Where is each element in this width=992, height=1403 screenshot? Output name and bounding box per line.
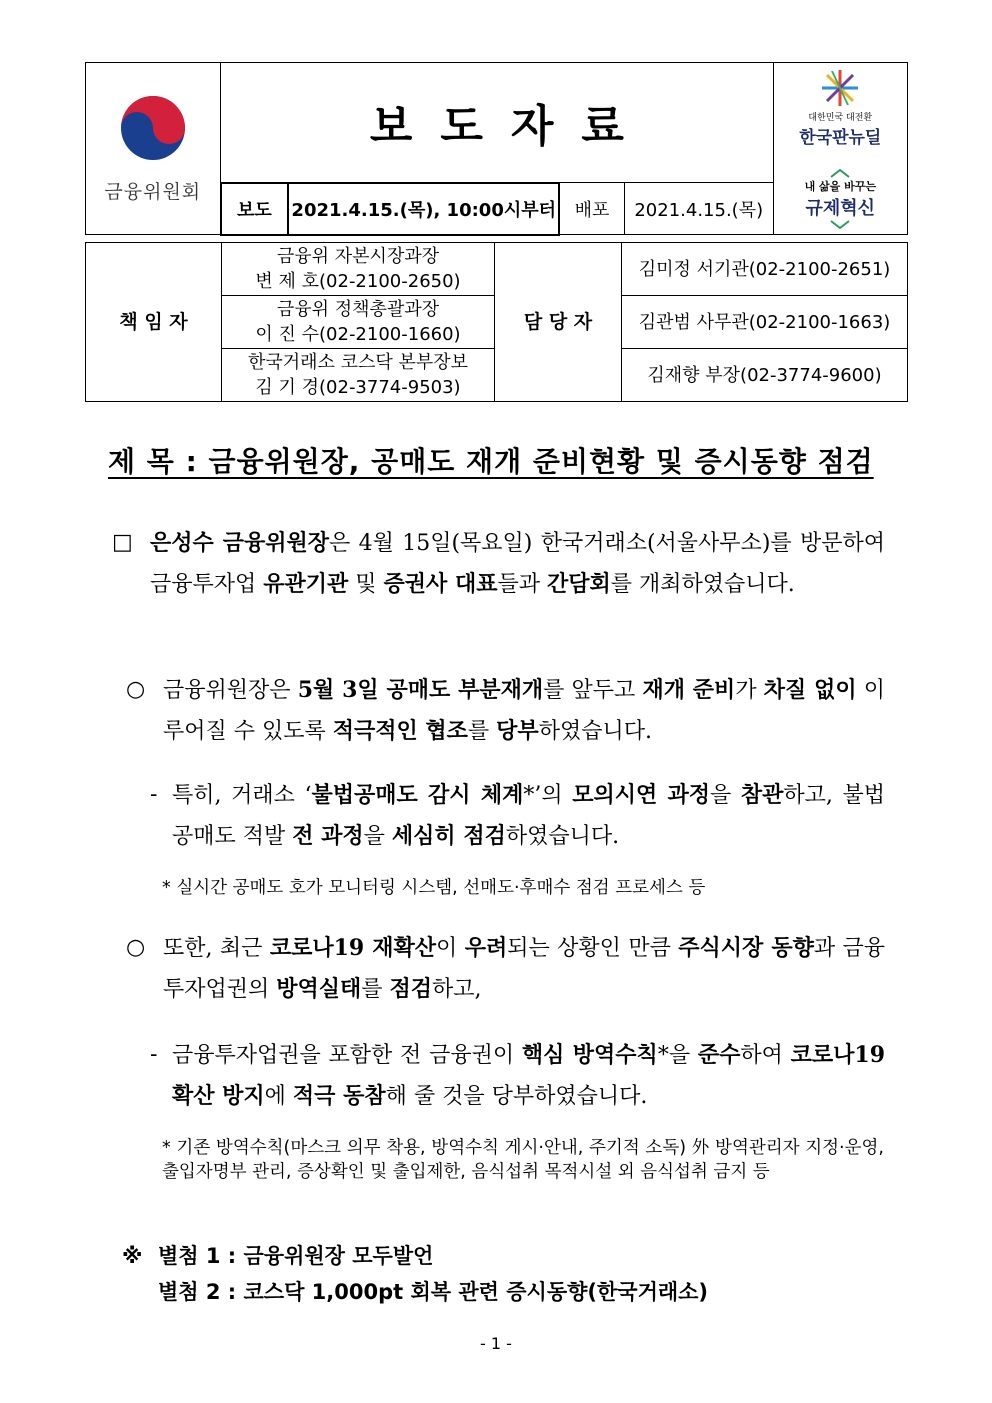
contact-table: [85, 242, 908, 402]
release-value: 2021.4.15.(목), 10:00시부터: [288, 183, 559, 235]
fsc-logo-cell: [86, 63, 221, 235]
attachment-mark: ※: [122, 1244, 143, 1268]
staff-3: 김재향 부장(02-3774-9600): [622, 349, 908, 402]
circle-bullet: ○: [126, 935, 146, 960]
release-label: 보도: [221, 183, 289, 235]
footnote-2: * 기존 방역수칙(마스크 의무 착용, 방역수칙 게시·안내, 주기적 소독) 外 방역관리자 지정·운영, 출입자명부 관리, 증상확인 및 출입제한, 음식섭취 목적시설 외 음식섭취 금지 등: [162, 1138, 884, 1182]
paragraph-3: 특히, 거래소 ‘불법공매도 감시 체계*’의 모의시연 과정을 참관하고, 불법공매도 적발 전 과정을 세심히 점검하였습니다.: [172, 782, 886, 849]
staff-label: 담 당 자: [495, 243, 622, 402]
footnote-1: * 실시간 공매도 호가 모니터링 시스템, 선매도·후매수 점검 프로세스 등: [162, 878, 706, 898]
distribution-value: 2021.4.15.(목): [624, 183, 773, 235]
responsible-2-person: 이 진 수(02-2100-1660): [255, 324, 461, 345]
responsible-3-dept: 한국거래소 코스닥 본부장보: [247, 352, 469, 373]
page-title: 보도자료: [221, 63, 773, 183]
paragraph-2: 금융위원장은 5월 3일 공매도 부분재개를 앞두고 재개 준비가 차질 없이 이루어질 수 있도록 적극적인 협조를 당부하였습니다.: [163, 677, 886, 744]
responsible-3: [222, 349, 495, 402]
subject-title: 제 목 : 금융위원장, 공매도 재개 준비현황 및 증시동향 점검: [108, 445, 874, 478]
distribution-label: 배포: [559, 183, 624, 235]
org-name: 금융위원회: [104, 181, 202, 203]
dash-bullet: -: [150, 782, 158, 807]
square-bullet: □: [112, 530, 133, 555]
paragraph-5: 금융투자업권을 포함한 전 금융권이 핵심 방역수칙*을 준수하여 코로나19 확산 방지에 적극 동참해 줄 것을 당부하였습니다.: [172, 1042, 886, 1109]
responsible-1-dept: 금융위 자본시장과장: [276, 246, 440, 267]
responsible-2: [222, 296, 495, 349]
page-number: - 1 -: [480, 1334, 512, 1353]
responsible-3-person: 김 기 경(02-3774-9503): [255, 377, 461, 398]
newdeal-tagline: 대한민국 대전환: [808, 112, 873, 123]
staff-2: 김관범 사무관(02-2100-1663): [622, 296, 908, 349]
responsible-2-dept: 금융위 정책총괄과장: [276, 299, 440, 320]
paragraph-1: 은성수 금융위원장은 4월 15일(목요일) 한국거래소(서울사무소)를 방문하여 금융투자업 유관기관 및 증권사 대표들과 간담회를 개최하였습니다.: [150, 530, 885, 597]
staff-1: 김미정 서기관(02-2100-2651): [622, 243, 908, 296]
attachment-1: 별첨 1 : 금융위원장 모두발언: [158, 1244, 434, 1268]
campaign-logos-cell: [773, 63, 907, 235]
fsc-emblem-icon: [118, 93, 188, 163]
responsible-label: 책 임 자: [86, 243, 222, 402]
dash-bullet: -: [150, 1042, 158, 1067]
chevron-up-icon: [829, 168, 851, 178]
responsible-1-person: 변 제 호(02-2100-2650): [255, 271, 461, 292]
reform-tagline: 내 삶을 바꾸는: [804, 179, 876, 193]
newdeal-name: 한국판뉴딜: [799, 127, 882, 148]
reform-name: 규제혁신: [805, 197, 876, 219]
newdeal-spark-icon: [820, 68, 860, 108]
chevron-down-icon: [829, 220, 851, 230]
circle-bullet: ○: [126, 677, 146, 702]
attachment-list: [158, 1238, 898, 1310]
responsible-1: [222, 243, 495, 296]
header-table: [85, 62, 908, 236]
paragraph-4: 또한, 최근 코로나19 재확산이 우려되는 상황인 만큼 주식시장 동향과 금융투자업권의 방역실태를 점검하고,: [163, 935, 885, 1002]
attachment-2: 별첨 2 : 코스닥 1,000pt 회복 관련 증시동향(한국거래소): [158, 1280, 709, 1304]
